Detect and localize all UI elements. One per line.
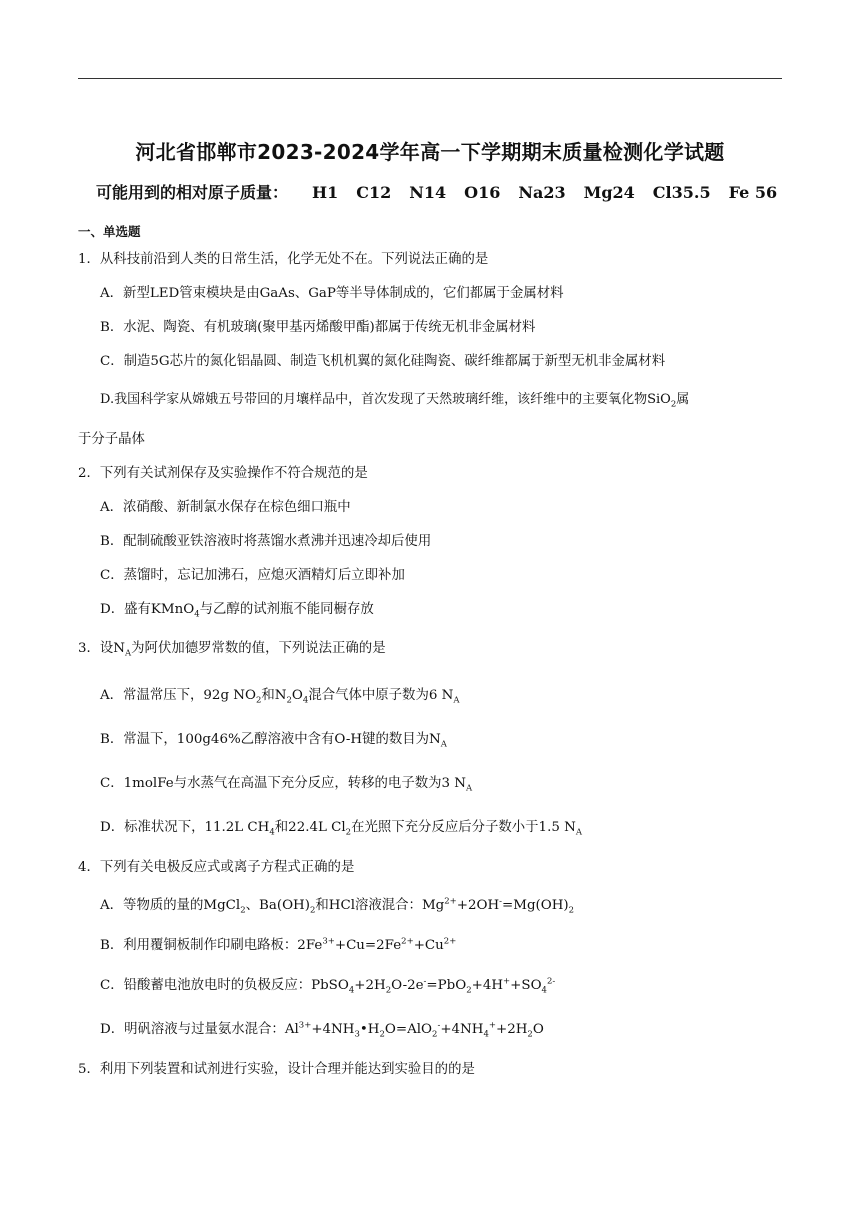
question-2-option-c: C．蒸馏时，忘记加沸石，应熄灭酒精灯后立即补加 [100, 568, 405, 583]
question-1-stem: 1．从科技前沿到人类的日常生活，化学无处不在。下列说法正确的是 [78, 252, 489, 267]
atomic-mass-item: Cl35.5 [652, 183, 711, 202]
question-2-option-a: A．浓硝酸、新制氯水保存在棕色细口瓶中 [100, 500, 351, 515]
section-heading: 一、单选题 [78, 224, 141, 239]
question-2-option-d: D．盛有KMnO$_4$与乙醇的试剂瓶不能同橱存放 [100, 602, 374, 620]
question-1-option-c: C．制造5G芯片的氮化铝晶圆、制造飞机机翼的氮化硅陶瓷、碳纤维都属于新型无机非金属材料 [100, 354, 666, 369]
page-title: 河北省邯郸市2023-2024学年高一下学期期末质量检测化学试题 [135, 140, 725, 164]
question-1-option-d: D.我国科学家从嫦娥五号带回的月壤样品中，首次发现了天然玻璃纤维，该纤维中的主要氧化物SiO$_2$属 [100, 392, 690, 410]
atomic-mass-line [96, 180, 777, 203]
question-5-stem: 5．利用下列装置和试剂进行实验，设计合理并能达到实验目的的是 [78, 1062, 475, 1077]
atomic-mass-item: C12 [356, 183, 392, 202]
question-3-option-b: B．常温下，100g46%乙醇溶液中含有O-H键的数目为$N_A$ [100, 732, 447, 750]
question-2-option-b: B．配制硫酸亚铁溶液时将蒸馏水煮沸并迅速冷却后使用 [100, 534, 432, 549]
question-1-option-a: A．新型LED管束模块是由GaAs、GaP等半导体制成的，它们都属于金属材料 [100, 286, 564, 301]
question-3-option-d: D．标准状况下，11.2L $CH_4$和22.4L $Cl_2$在光照下充分反应后分子数小于1.5 $N_A$ [100, 820, 582, 838]
question-4-option-b: B．利用覆铜板制作印刷电路板：$2Fe^{3+}+Cu=2Fe^{2+}+Cu^{2+}$ [100, 936, 457, 953]
atomic-mass-label: 可能用到的相对原子质量： [96, 183, 289, 202]
question-3-stem: 3．设$N_A$为阿伏加德罗常数的值，下列说法正确的是 [78, 641, 386, 659]
atomic-mass-item: O16 [464, 183, 501, 202]
header-rule [78, 78, 782, 79]
question-1-option-d-continued: 于分子晶体 [78, 432, 145, 447]
question-2-stem: 2．下列有关试剂保存及实验操作不符合规范的是 [78, 466, 368, 481]
atomic-mass-item: H1 [312, 183, 339, 202]
question-4-stem: 4．下列有关电极反应式或离子方程式正确的是 [78, 860, 355, 875]
atomic-mass-item: Na23 [518, 183, 566, 202]
atomic-mass-item: Fe 56 [728, 183, 778, 202]
question-1-option-b: B．水泥、陶瓷、有机玻璃(聚甲基丙烯酸甲酯)都属于传统无机非金属材料 [100, 320, 536, 335]
atomic-mass-item: N14 [409, 183, 447, 202]
question-3-option-c: C．1molFe与水蒸气在高温下充分反应，转移的电子数为3 $N_A$ [100, 776, 473, 794]
question-4-option-a: A．等物质的量的MgCl$_2$、$Ba(OH)_2$和HCl溶液混合：$Mg^{2+}+2OH^-=Mg(OH)_2$ [100, 896, 575, 916]
question-3-option-a: A．常温常压下，92g $NO_2$和$N_2O_4$混合气体中原子数为6 $N_A$ [100, 688, 460, 706]
question-4-option-d: D．明矾溶液与过量氨水混合：$Al^{3+}+4NH_3•H_2O=AlO_2^-+4NH_4^++2H_2O$ [100, 1020, 544, 1040]
atomic-mass-item: Mg24 [583, 183, 635, 202]
question-4-option-c: C．铅酸蓄电池放电时的负极反应：$PbSO_4+2H_2O-2e^-=PbO_2+4H^++SO_4^{2-}$ [100, 976, 556, 996]
